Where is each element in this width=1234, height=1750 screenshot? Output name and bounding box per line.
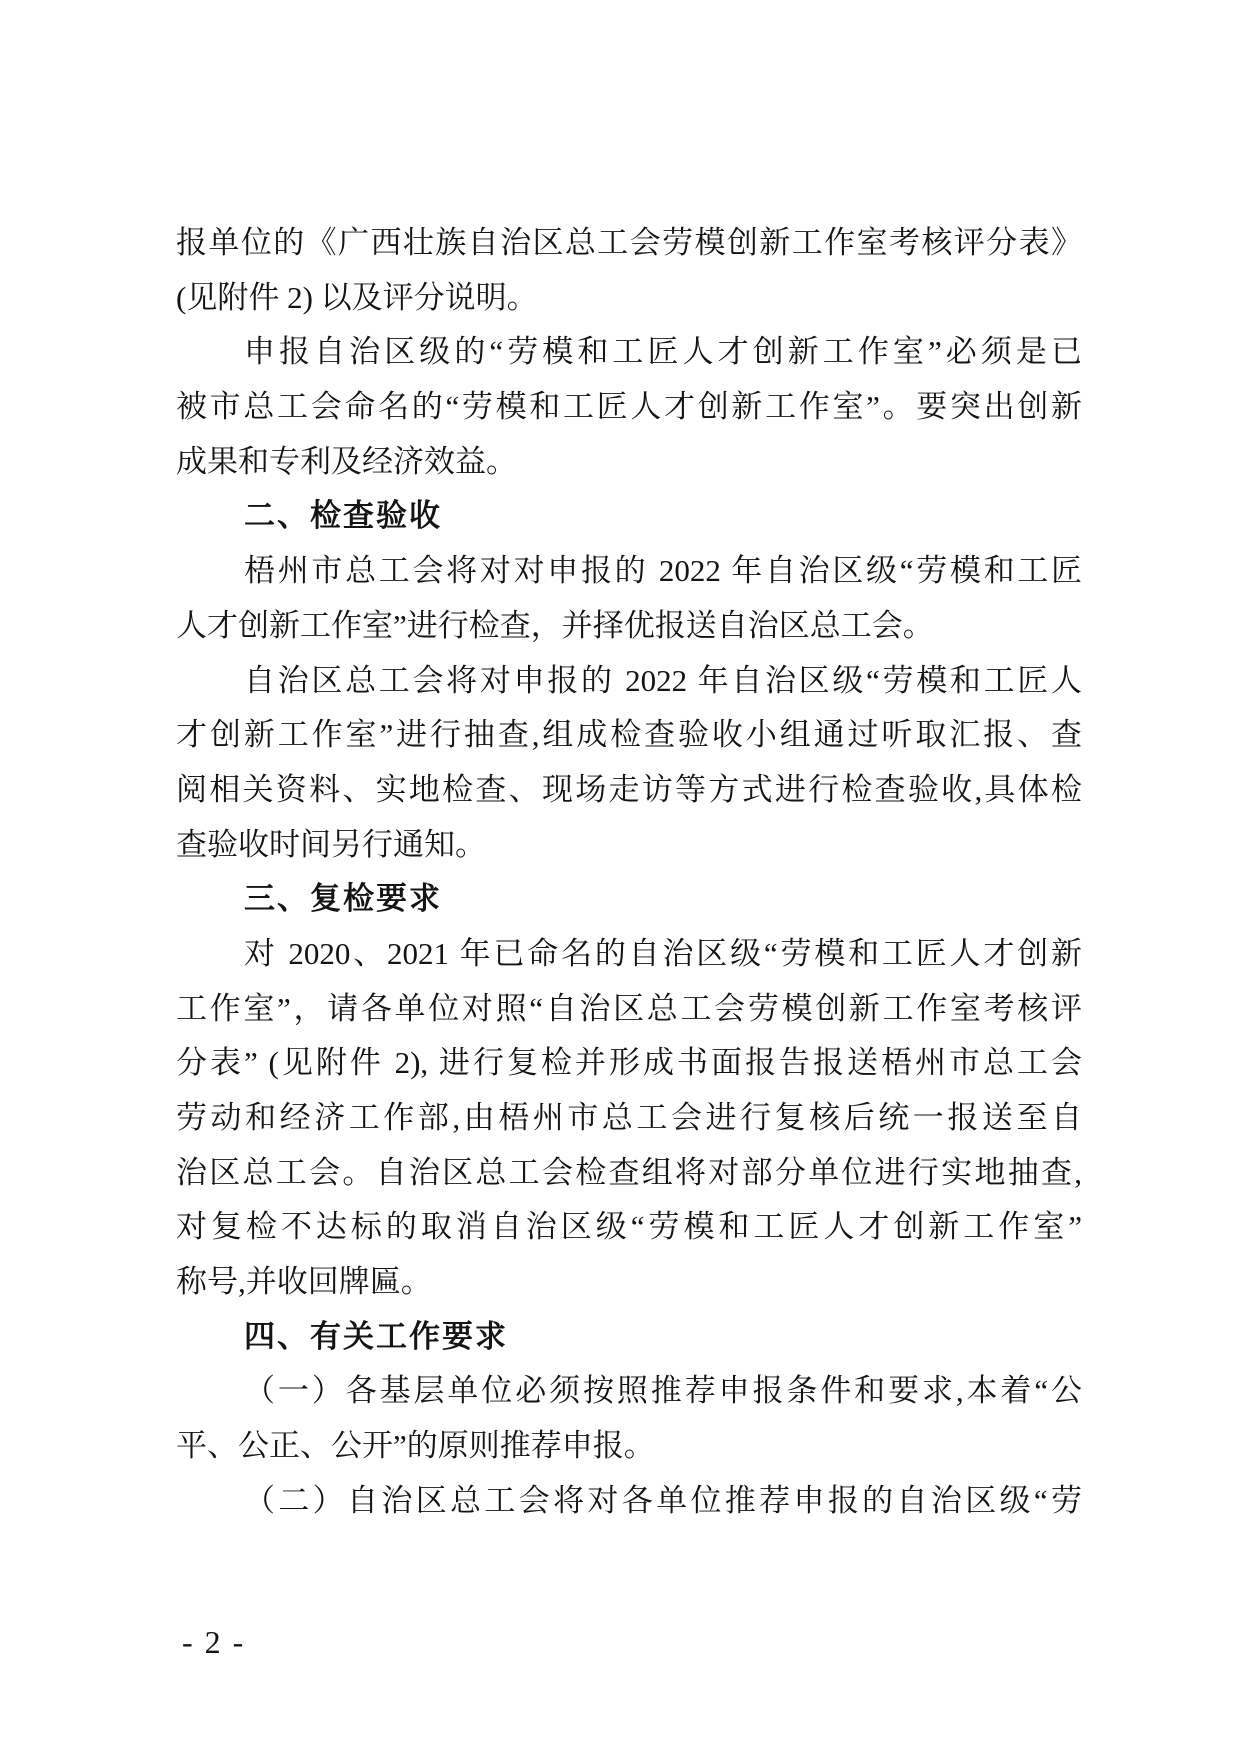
section-heading: 三、复检要求 [244, 881, 442, 917]
section-heading: 四、有关工作要求 [244, 1318, 508, 1354]
text-line: 成果和专利及经济效益。 [176, 443, 517, 479]
text-line: 自治区总工会将对申报的 2022 年自治区级“劳模和工匠人 [244, 662, 1082, 698]
text-line: 劳动和经济工作部,由梧州市总工会进行复核后统一报送至自 [176, 1100, 1082, 1135]
text-line: 查验收时间另行通知。 [176, 826, 486, 862]
text-line: 对复检不达标的取消自治区级“劳模和工匠人才创新工作室” [176, 1209, 1082, 1245]
text-line: 平、公正、公开”的原则推荐申报。 [176, 1428, 655, 1464]
text-line: （二）自治区总工会将对各单位推荐申报的自治区级“劳 [244, 1482, 1082, 1518]
document-body [176, 216, 1082, 1529]
text-line: 报单位的《广西壮族自治区总工会劳模创新工作室考核评分表》 [176, 225, 1082, 260]
page-number: - 2 - [182, 1624, 246, 1660]
text-line: 人才创新工作室”进行检查，并择优报送自治区总工会。 [176, 607, 934, 643]
text-line: 对 2020、2021 年已命名的自治区级“劳模和工匠人才创新 [244, 935, 1082, 971]
text-line: 工作室”，请各单位对照“自治区总工会劳模创新工作室考核评 [176, 990, 1082, 1026]
text-line: (见附件 2) 以及评分说明。 [176, 279, 538, 315]
text-line: 申报自治区级的“劳模和工匠人才创新工作室”必须是已 [244, 334, 1082, 370]
text-line: 分表” (见附件 2), 进行复检并形成书面报告报送梧州市总工会 [176, 1045, 1082, 1081]
text-line: 治区总工会。自治区总工会检查组将对部分单位进行实地抽查, [176, 1154, 1082, 1190]
text-line: 被市总工会命名的“劳模和工匠人才创新工作室”。要突出创新 [176, 389, 1082, 425]
text-line: 才创新工作室”进行抽查,组成检查验收小组通过听取汇报、查 [176, 717, 1082, 753]
text-line: 阅相关资料、实地检查、现场走访等方式进行检查验收,具体检 [176, 771, 1082, 807]
text-line: （一）各基层单位必须按照推荐申报条件和要求,本着“公 [244, 1373, 1082, 1409]
text-line: 梧州市总工会将对对申报的 2022 年自治区级“劳模和工匠 [244, 553, 1082, 589]
text-line: 称号,并收回牌匾。 [176, 1264, 432, 1300]
section-heading: 二、检查验收 [244, 498, 442, 534]
